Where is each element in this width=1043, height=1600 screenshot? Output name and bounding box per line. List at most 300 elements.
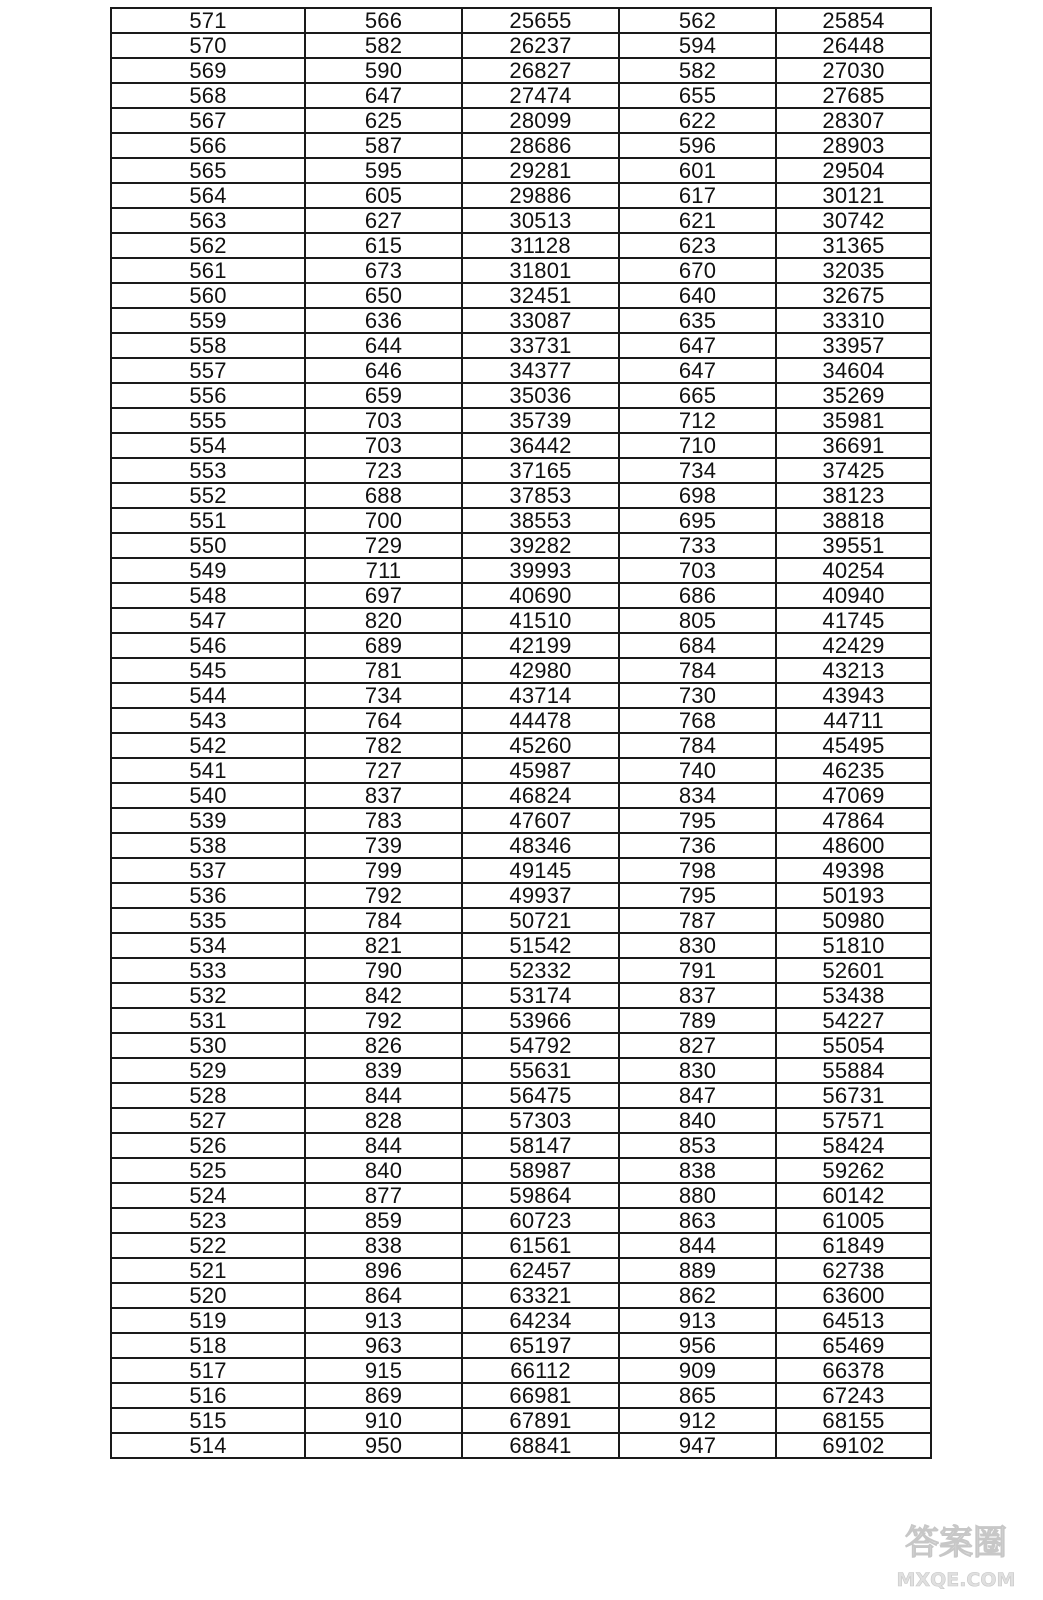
table-cell: 32451 — [462, 283, 619, 308]
table-row — [111, 733, 931, 758]
table-row — [111, 108, 931, 133]
table-cell: 556 — [111, 383, 305, 408]
table-cell: 69102 — [776, 1433, 931, 1458]
table-cell: 31128 — [462, 233, 619, 258]
table-row — [111, 508, 931, 533]
table-cell: 67891 — [462, 1408, 619, 1433]
table-cell: 554 — [111, 433, 305, 458]
table-cell: 30121 — [776, 183, 931, 208]
table-cell: 635 — [619, 308, 776, 333]
table-cell: 711 — [305, 558, 462, 583]
table-cell: 564 — [111, 183, 305, 208]
table-cell: 517 — [111, 1358, 305, 1383]
table-cell: 562 — [111, 233, 305, 258]
table-cell: 617 — [619, 183, 776, 208]
table-cell: 826 — [305, 1033, 462, 1058]
table-cell: 33957 — [776, 333, 931, 358]
table-cell: 830 — [619, 933, 776, 958]
table-cell: 644 — [305, 333, 462, 358]
table-cell: 541 — [111, 758, 305, 783]
table-cell: 859 — [305, 1208, 462, 1233]
table-cell: 799 — [305, 858, 462, 883]
table-row — [111, 1208, 931, 1233]
table-cell: 784 — [619, 733, 776, 758]
table-row — [111, 1133, 931, 1158]
table-cell: 514 — [111, 1433, 305, 1458]
table-cell: 910 — [305, 1408, 462, 1433]
table-cell: 787 — [619, 908, 776, 933]
table-cell: 615 — [305, 233, 462, 258]
table-cell: 739 — [305, 833, 462, 858]
table-cell: 740 — [619, 758, 776, 783]
table-row — [111, 683, 931, 708]
table-cell: 627 — [305, 208, 462, 233]
table-row — [111, 808, 931, 833]
table-row — [111, 1008, 931, 1033]
table-cell: 566 — [305, 8, 462, 33]
table-cell: 555 — [111, 408, 305, 433]
table-cell: 621 — [619, 208, 776, 233]
table-row — [111, 658, 931, 683]
table-cell: 533 — [111, 958, 305, 983]
table-cell: 880 — [619, 1183, 776, 1208]
table-cell: 58987 — [462, 1158, 619, 1183]
table-cell: 53174 — [462, 983, 619, 1008]
table-cell: 56475 — [462, 1083, 619, 1108]
table-cell: 547 — [111, 608, 305, 633]
table-cell: 61849 — [776, 1233, 931, 1258]
table-cell: 795 — [619, 808, 776, 833]
table-cell: 35981 — [776, 408, 931, 433]
table-cell: 647 — [619, 333, 776, 358]
table-cell: 26448 — [776, 33, 931, 58]
table-cell: 66981 — [462, 1383, 619, 1408]
table-cell: 49398 — [776, 858, 931, 883]
table-row — [111, 158, 931, 183]
table-cell: 557 — [111, 358, 305, 383]
score-table-container — [110, 7, 930, 1459]
table-cell: 26237 — [462, 33, 619, 58]
table-cell: 956 — [619, 1333, 776, 1358]
table-cell: 730 — [619, 683, 776, 708]
table-cell: 25854 — [776, 8, 931, 33]
table-row — [111, 958, 931, 983]
table-cell: 48600 — [776, 833, 931, 858]
table-cell: 650 — [305, 283, 462, 308]
table-cell: 596 — [619, 133, 776, 158]
table-row — [111, 558, 931, 583]
table-cell: 582 — [619, 58, 776, 83]
table-cell: 647 — [619, 358, 776, 383]
table-cell: 703 — [619, 558, 776, 583]
table-cell: 688 — [305, 483, 462, 508]
table-cell: 525 — [111, 1158, 305, 1183]
table-cell: 50721 — [462, 908, 619, 933]
table-cell: 734 — [619, 458, 776, 483]
table-cell: 57303 — [462, 1108, 619, 1133]
table-cell: 46235 — [776, 758, 931, 783]
table-cell: 623 — [619, 233, 776, 258]
table-cell: 40940 — [776, 583, 931, 608]
table-cell: 45987 — [462, 758, 619, 783]
table-row — [111, 458, 931, 483]
table-cell: 913 — [305, 1308, 462, 1333]
table-cell: 528 — [111, 1083, 305, 1108]
table-row — [111, 583, 931, 608]
table-row — [111, 358, 931, 383]
table-cell: 30742 — [776, 208, 931, 233]
table-cell: 915 — [305, 1358, 462, 1383]
table-cell: 821 — [305, 933, 462, 958]
table-row — [111, 1383, 931, 1408]
table-cell: 889 — [619, 1258, 776, 1283]
table-row — [111, 333, 931, 358]
table-cell: 28686 — [462, 133, 619, 158]
table-cell: 684 — [619, 633, 776, 658]
table-cell: 537 — [111, 858, 305, 883]
table-cell: 847 — [619, 1083, 776, 1108]
table-cell: 539 — [111, 808, 305, 833]
table-row — [111, 908, 931, 933]
table-cell: 789 — [619, 1008, 776, 1033]
table-cell: 66378 — [776, 1358, 931, 1383]
table-cell: 530 — [111, 1033, 305, 1058]
table-cell: 35739 — [462, 408, 619, 433]
table-cell: 764 — [305, 708, 462, 733]
table-cell: 68155 — [776, 1408, 931, 1433]
table-row — [111, 183, 931, 208]
table-cell: 909 — [619, 1358, 776, 1383]
table-cell: 559 — [111, 308, 305, 333]
table-row — [111, 133, 931, 158]
table-cell: 44711 — [776, 708, 931, 733]
table-row — [111, 1408, 931, 1433]
table-cell: 697 — [305, 583, 462, 608]
table-cell: 703 — [305, 433, 462, 458]
table-cell: 40254 — [776, 558, 931, 583]
table-cell: 695 — [619, 508, 776, 533]
table-cell: 50980 — [776, 908, 931, 933]
table-cell: 519 — [111, 1308, 305, 1333]
table-cell: 733 — [619, 533, 776, 558]
table-cell: 562 — [619, 8, 776, 33]
table-cell: 49145 — [462, 858, 619, 883]
table-cell: 568 — [111, 83, 305, 108]
table-cell: 877 — [305, 1183, 462, 1208]
table-row — [111, 308, 931, 333]
table-cell: 33087 — [462, 308, 619, 333]
table-cell: 571 — [111, 8, 305, 33]
table-cell: 536 — [111, 883, 305, 908]
table-cell: 550 — [111, 533, 305, 558]
table-cell: 734 — [305, 683, 462, 708]
table-cell: 837 — [619, 983, 776, 1008]
table-cell: 830 — [619, 1058, 776, 1083]
table-row — [111, 708, 931, 733]
watermark-logo — [881, 1514, 1031, 1596]
table-cell: 791 — [619, 958, 776, 983]
table-cell: 560 — [111, 283, 305, 308]
table-cell: 686 — [619, 583, 776, 608]
table-cell: 43943 — [776, 683, 931, 708]
table-cell: 65469 — [776, 1333, 931, 1358]
table-cell: 65197 — [462, 1333, 619, 1358]
table-cell: 805 — [619, 608, 776, 633]
table-cell: 43213 — [776, 658, 931, 683]
table-row — [111, 483, 931, 508]
table-cell: 540 — [111, 783, 305, 808]
table-row — [111, 1158, 931, 1183]
table-cell: 29886 — [462, 183, 619, 208]
table-cell: 950 — [305, 1433, 462, 1458]
table-cell: 529 — [111, 1058, 305, 1083]
table-cell: 37853 — [462, 483, 619, 508]
table-cell: 61005 — [776, 1208, 931, 1233]
table-cell: 66112 — [462, 1358, 619, 1383]
table-row — [111, 1258, 931, 1283]
table-cell: 534 — [111, 933, 305, 958]
table-cell: 37165 — [462, 458, 619, 483]
table-cell: 837 — [305, 783, 462, 808]
table-row — [111, 1308, 931, 1333]
score-table-body — [111, 8, 931, 1458]
table-cell: 840 — [305, 1158, 462, 1183]
table-cell: 41510 — [462, 608, 619, 633]
table-cell: 27474 — [462, 83, 619, 108]
table-cell: 582 — [305, 33, 462, 58]
table-cell: 729 — [305, 533, 462, 558]
table-cell: 36691 — [776, 433, 931, 458]
table-cell: 622 — [619, 108, 776, 133]
table-row — [111, 283, 931, 308]
table-cell: 862 — [619, 1283, 776, 1308]
table-cell: 49937 — [462, 883, 619, 908]
table-cell: 703 — [305, 408, 462, 433]
table-cell: 64234 — [462, 1308, 619, 1333]
table-cell: 55884 — [776, 1058, 931, 1083]
table-cell: 647 — [305, 83, 462, 108]
table-row — [111, 408, 931, 433]
watermark-url: MXQE.COM — [896, 1569, 1016, 1591]
table-cell: 655 — [619, 83, 776, 108]
table-row — [111, 33, 931, 58]
table-cell: 47069 — [776, 783, 931, 808]
table-cell: 32675 — [776, 283, 931, 308]
table-cell: 595 — [305, 158, 462, 183]
table-cell: 44478 — [462, 708, 619, 733]
table-cell: 31365 — [776, 233, 931, 258]
table-cell: 535 — [111, 908, 305, 933]
table-cell: 549 — [111, 558, 305, 583]
table-cell: 27030 — [776, 58, 931, 83]
table-cell: 792 — [305, 883, 462, 908]
table-row — [111, 1333, 931, 1358]
table-cell: 60723 — [462, 1208, 619, 1233]
table-row — [111, 883, 931, 908]
table-cell: 665 — [619, 383, 776, 408]
table-cell: 51542 — [462, 933, 619, 958]
table-cell: 30513 — [462, 208, 619, 233]
table-row — [111, 258, 931, 283]
table-cell: 783 — [305, 808, 462, 833]
table-cell: 565 — [111, 158, 305, 183]
table-cell: 27685 — [776, 83, 931, 108]
table-cell: 646 — [305, 358, 462, 383]
table-cell: 55631 — [462, 1058, 619, 1083]
table-cell: 546 — [111, 633, 305, 658]
table-row — [111, 1233, 931, 1258]
table-cell: 792 — [305, 1008, 462, 1033]
table-cell: 516 — [111, 1383, 305, 1408]
table-row — [111, 383, 931, 408]
table-cell: 35036 — [462, 383, 619, 408]
table-cell: 33310 — [776, 308, 931, 333]
table-cell: 605 — [305, 183, 462, 208]
table-cell: 523 — [111, 1208, 305, 1233]
table-row — [111, 858, 931, 883]
table-row — [111, 433, 931, 458]
table-row — [111, 1033, 931, 1058]
table-cell: 38553 — [462, 508, 619, 533]
table-cell: 548 — [111, 583, 305, 608]
table-cell: 28903 — [776, 133, 931, 158]
table-row — [111, 1108, 931, 1133]
table-cell: 63600 — [776, 1283, 931, 1308]
table-cell: 28099 — [462, 108, 619, 133]
table-cell: 768 — [619, 708, 776, 733]
table-cell: 520 — [111, 1283, 305, 1308]
table-cell: 551 — [111, 508, 305, 533]
table-cell: 38818 — [776, 508, 931, 533]
table-cell: 59262 — [776, 1158, 931, 1183]
table-row — [111, 83, 931, 108]
table-cell: 828 — [305, 1108, 462, 1133]
table-cell: 913 — [619, 1308, 776, 1333]
table-cell: 62738 — [776, 1258, 931, 1283]
table-cell: 34604 — [776, 358, 931, 383]
table-cell: 53438 — [776, 983, 931, 1008]
table-cell: 42429 — [776, 633, 931, 658]
table-cell: 827 — [619, 1033, 776, 1058]
table-cell: 710 — [619, 433, 776, 458]
table-cell: 538 — [111, 833, 305, 858]
table-cell: 39993 — [462, 558, 619, 583]
table-cell: 853 — [619, 1133, 776, 1158]
table-cell: 784 — [619, 658, 776, 683]
table-cell: 58147 — [462, 1133, 619, 1158]
table-cell: 912 — [619, 1408, 776, 1433]
watermark-label: 答案圈 — [905, 1523, 1007, 1563]
table-cell: 798 — [619, 858, 776, 883]
table-cell: 25655 — [462, 8, 619, 33]
table-cell: 64513 — [776, 1308, 931, 1333]
table-cell: 727 — [305, 758, 462, 783]
table-row — [111, 533, 931, 558]
table-cell: 673 — [305, 258, 462, 283]
table-cell: 844 — [305, 1133, 462, 1158]
table-cell: 532 — [111, 983, 305, 1008]
table-cell: 594 — [619, 33, 776, 58]
table-cell: 553 — [111, 458, 305, 483]
table-cell: 698 — [619, 483, 776, 508]
table-row — [111, 833, 931, 858]
table-cell: 60142 — [776, 1183, 931, 1208]
table-cell: 558 — [111, 333, 305, 358]
table-cell: 544 — [111, 683, 305, 708]
table-cell: 563 — [111, 208, 305, 233]
table-cell: 48346 — [462, 833, 619, 858]
table-cell: 57571 — [776, 1108, 931, 1133]
table-row — [111, 58, 931, 83]
table-cell: 526 — [111, 1133, 305, 1158]
table-cell: 569 — [111, 58, 305, 83]
table-cell: 47864 — [776, 808, 931, 833]
table-cell: 41745 — [776, 608, 931, 633]
table-cell: 36442 — [462, 433, 619, 458]
table-cell: 834 — [619, 783, 776, 808]
table-row — [111, 8, 931, 33]
table-row — [111, 1058, 931, 1083]
table-cell: 545 — [111, 658, 305, 683]
table-cell: 782 — [305, 733, 462, 758]
table-cell: 28307 — [776, 108, 931, 133]
table-row — [111, 1283, 931, 1308]
table-row — [111, 1358, 931, 1383]
table-cell: 52601 — [776, 958, 931, 983]
table-cell: 865 — [619, 1383, 776, 1408]
table-cell: 781 — [305, 658, 462, 683]
table-row — [111, 758, 931, 783]
table-cell: 566 — [111, 133, 305, 158]
table-cell: 40690 — [462, 583, 619, 608]
table-cell: 670 — [619, 258, 776, 283]
table-cell: 58424 — [776, 1133, 931, 1158]
table-cell: 552 — [111, 483, 305, 508]
table-cell: 54227 — [776, 1008, 931, 1033]
table-cell: 947 — [619, 1433, 776, 1458]
table-cell: 31801 — [462, 258, 619, 283]
table-cell: 784 — [305, 908, 462, 933]
table-cell: 864 — [305, 1283, 462, 1308]
table-cell: 844 — [305, 1083, 462, 1108]
table-cell: 35269 — [776, 383, 931, 408]
table-cell: 29504 — [776, 158, 931, 183]
table-row — [111, 633, 931, 658]
table-cell: 55054 — [776, 1033, 931, 1058]
table-cell: 67243 — [776, 1383, 931, 1408]
table-cell: 522 — [111, 1233, 305, 1258]
table-cell: 543 — [111, 708, 305, 733]
table-row — [111, 1083, 931, 1108]
table-cell: 51810 — [776, 933, 931, 958]
table-cell: 863 — [619, 1208, 776, 1233]
table-cell: 53966 — [462, 1008, 619, 1033]
table-cell: 736 — [619, 833, 776, 858]
table-cell: 34377 — [462, 358, 619, 383]
table-cell: 844 — [619, 1233, 776, 1258]
table-cell: 33731 — [462, 333, 619, 358]
table-cell: 29281 — [462, 158, 619, 183]
table-row — [111, 1433, 931, 1458]
table-row — [111, 608, 931, 633]
table-cell: 32035 — [776, 258, 931, 283]
table-cell: 521 — [111, 1258, 305, 1283]
table-row — [111, 983, 931, 1008]
table-cell: 587 — [305, 133, 462, 158]
table-cell: 640 — [619, 283, 776, 308]
table-cell: 869 — [305, 1383, 462, 1408]
table-cell: 963 — [305, 1333, 462, 1358]
